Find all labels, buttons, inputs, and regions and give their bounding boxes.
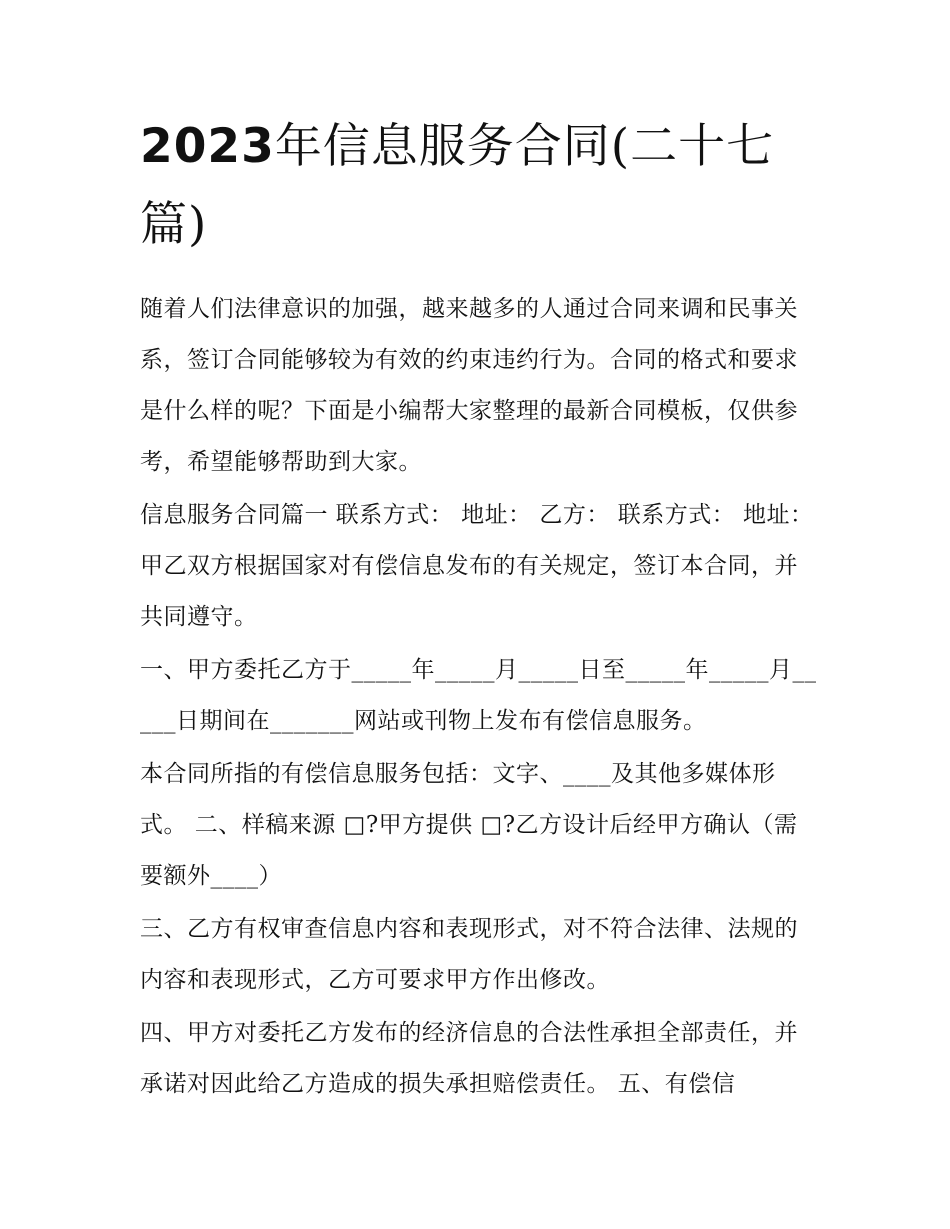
clause-4-paragraph: 四、甲方对委托乙方发布的经济信息的合法性承担全部责任，并承诺对因此给乙方造成的损失承担赔偿责任。 五、有偿信 (140, 1020, 798, 1097)
intro-paragraph: 随着人们法律意识的加强，越来越多的人通过合同来调和民事关系，签订合同能够较为有效的约束违约行为。合同的格式和要求是什么样的呢？下面是小编帮大家整理的最新合同模板，仅供参考，希望能够帮助到大家。 (140, 296, 798, 475)
clause-1-paragraph: 一、甲方委托乙方于_____年_____月_____日至_____年_____月_____日期间在_______网站或刊物上发布有偿信息服务。 (140, 657, 817, 734)
title-year: 2023 (140, 119, 275, 174)
contract-parties-paragraph: 信息服务合同篇一 联系方式： 地址： 乙方： 联系方式： 地址： 甲乙双方根据国家对有偿信息发布的有关规定，签订本合同，并共同遵守。 (140, 502, 814, 630)
clause-2-paragraph: 本合同所指的有偿信息服务包括：文字、____及其他多媒体形式。 二、样稿来源 □?甲方提供 □?乙方设计后经甲方确认（需要额外____） (140, 761, 798, 889)
document-title (140, 108, 820, 264)
document-body (140, 284, 820, 1110)
document-page (140, 108, 820, 1112)
title-text: 年信息服务合同(二十七篇) (140, 119, 775, 252)
clause-3-paragraph: 三、乙方有权审查信息内容和表现形式，对不符合法律、法规的内容和表现形式，乙方可要求甲方作出修改。 (140, 916, 798, 993)
